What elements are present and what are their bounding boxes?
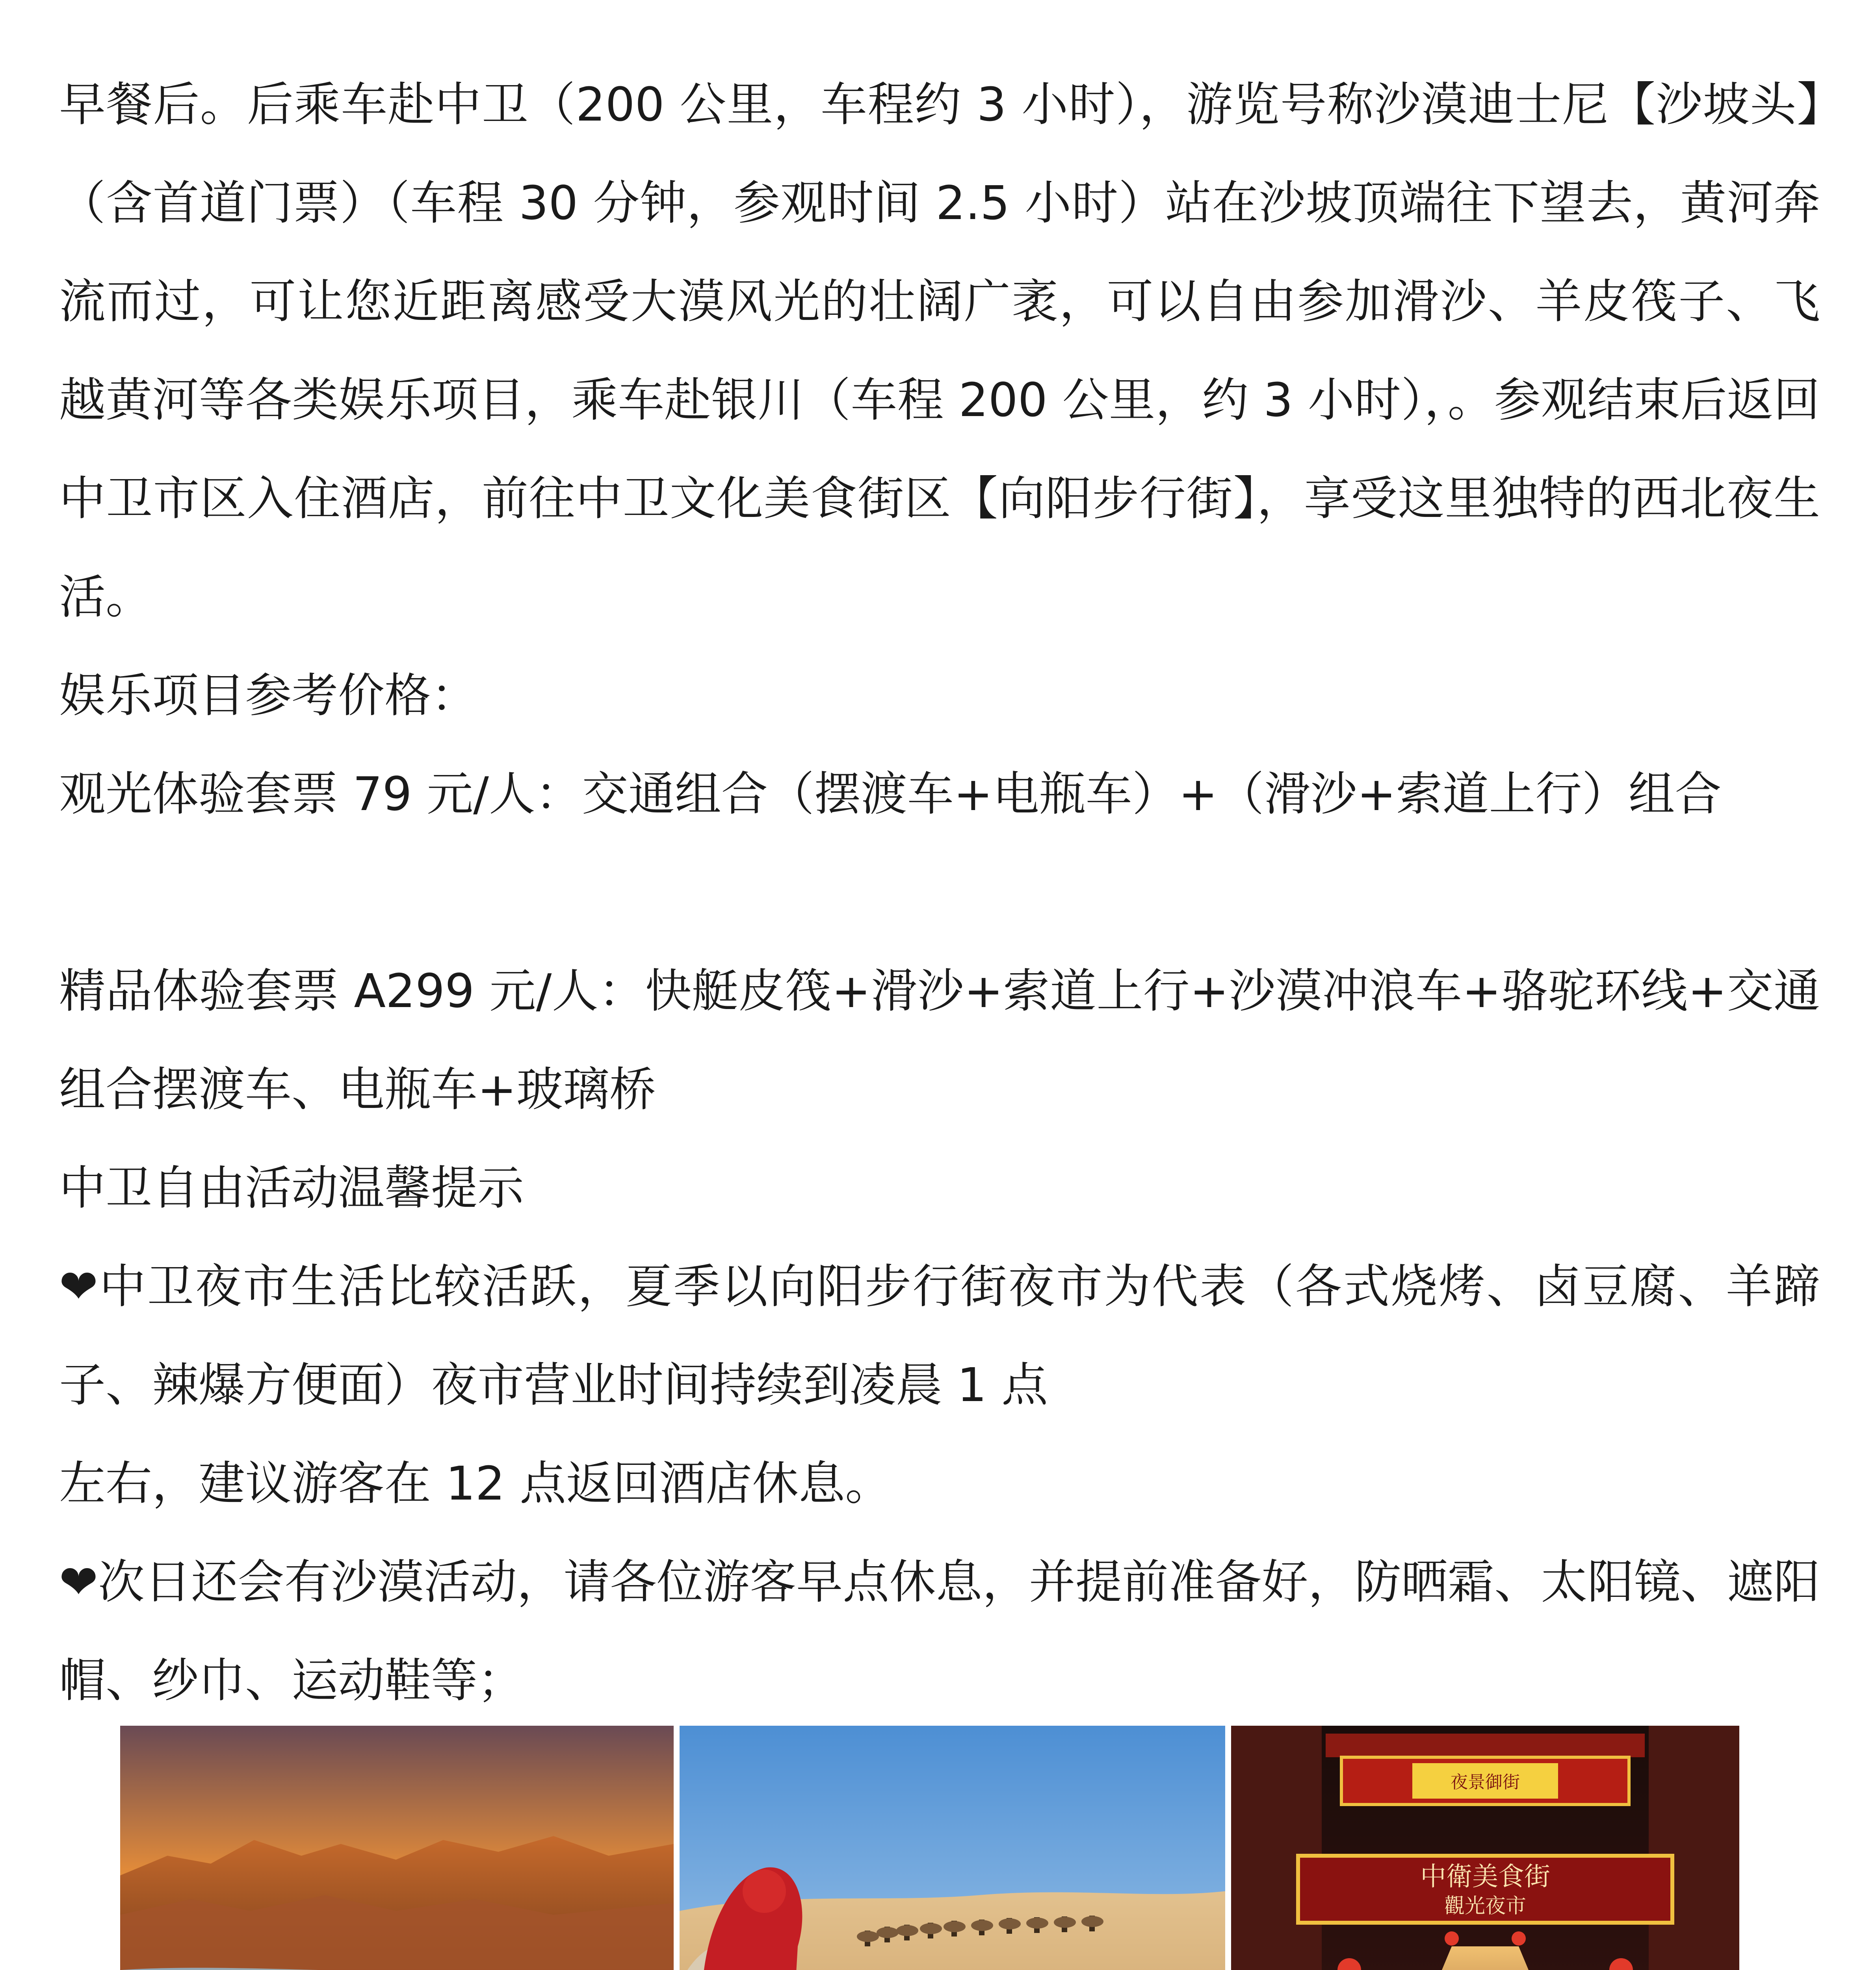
tip-desert-prep: ❤次日还会有沙漠活动，请各位游客早点休息，并提前准备好，防晒霜、太阳镜、遮阳帽、纱巾、运动鞋等； (59, 1555, 1820, 1708)
package-sightseeing: 观光体验套票 79 元/人：交通组合（摆渡车+电瓶车）+（滑沙+索道上行）组合 (59, 767, 1722, 821)
day3-description: 早餐后。后乘车赴中卫（200 公里，车程约 3 小时），游览号称沙漠迪士尼【沙坡头】（含首道门票）（车程 30 分钟，参观时间 2.5 小时）站在沙坡顶端往下望去，黄河奔流而过，可让您近距离感受大漠风光的壮阔广袤，可以自由参加滑沙、羊皮筏子、飞越黄河等各类娱乐项目，乘车赴银川（车程 200 公里，约 3 小时），。参观结束后返回中卫市区入住酒店，前往中卫文化美食街区【向阳步行街】，享受这里独特的西北夜生活。 (59, 77, 1820, 624)
tip-night-market: ❤中卫夜市生活比较活跃，夏季以向阳步行街夜市为代表（各式烧烤、卤豆腐、羊蹄子、辣爆方便面）夜市营业时间持续到凌晨 1 点 (59, 1259, 1820, 1412)
gate-sign-main: 中衛美食街 (1420, 1861, 1550, 1892)
package-premium: 精品体验套票 A299 元/人：快艇皮筏+滑沙+索道上行+沙漠冲浪车+骆驼环线+交通组合摆渡车、电瓶车+玻璃桥 (59, 964, 1820, 1117)
tips-heading: 中卫自由活动温馨提示 (59, 1161, 524, 1215)
gate-sign-top: 夜景御街 (1451, 1772, 1520, 1792)
photo-camel-caravan (680, 1726, 1225, 1970)
photo-food-street-night (1231, 1726, 1739, 1970)
price-heading: 娱乐项目参考价格： (59, 668, 478, 723)
gate-sign-sub: 觀光夜市 (1444, 1894, 1527, 1918)
photo-yellow-river-sunset (120, 1726, 674, 1970)
tip-night-market-cont: 左右，建议游客在 12 点返回酒店休息。 (59, 1456, 892, 1511)
